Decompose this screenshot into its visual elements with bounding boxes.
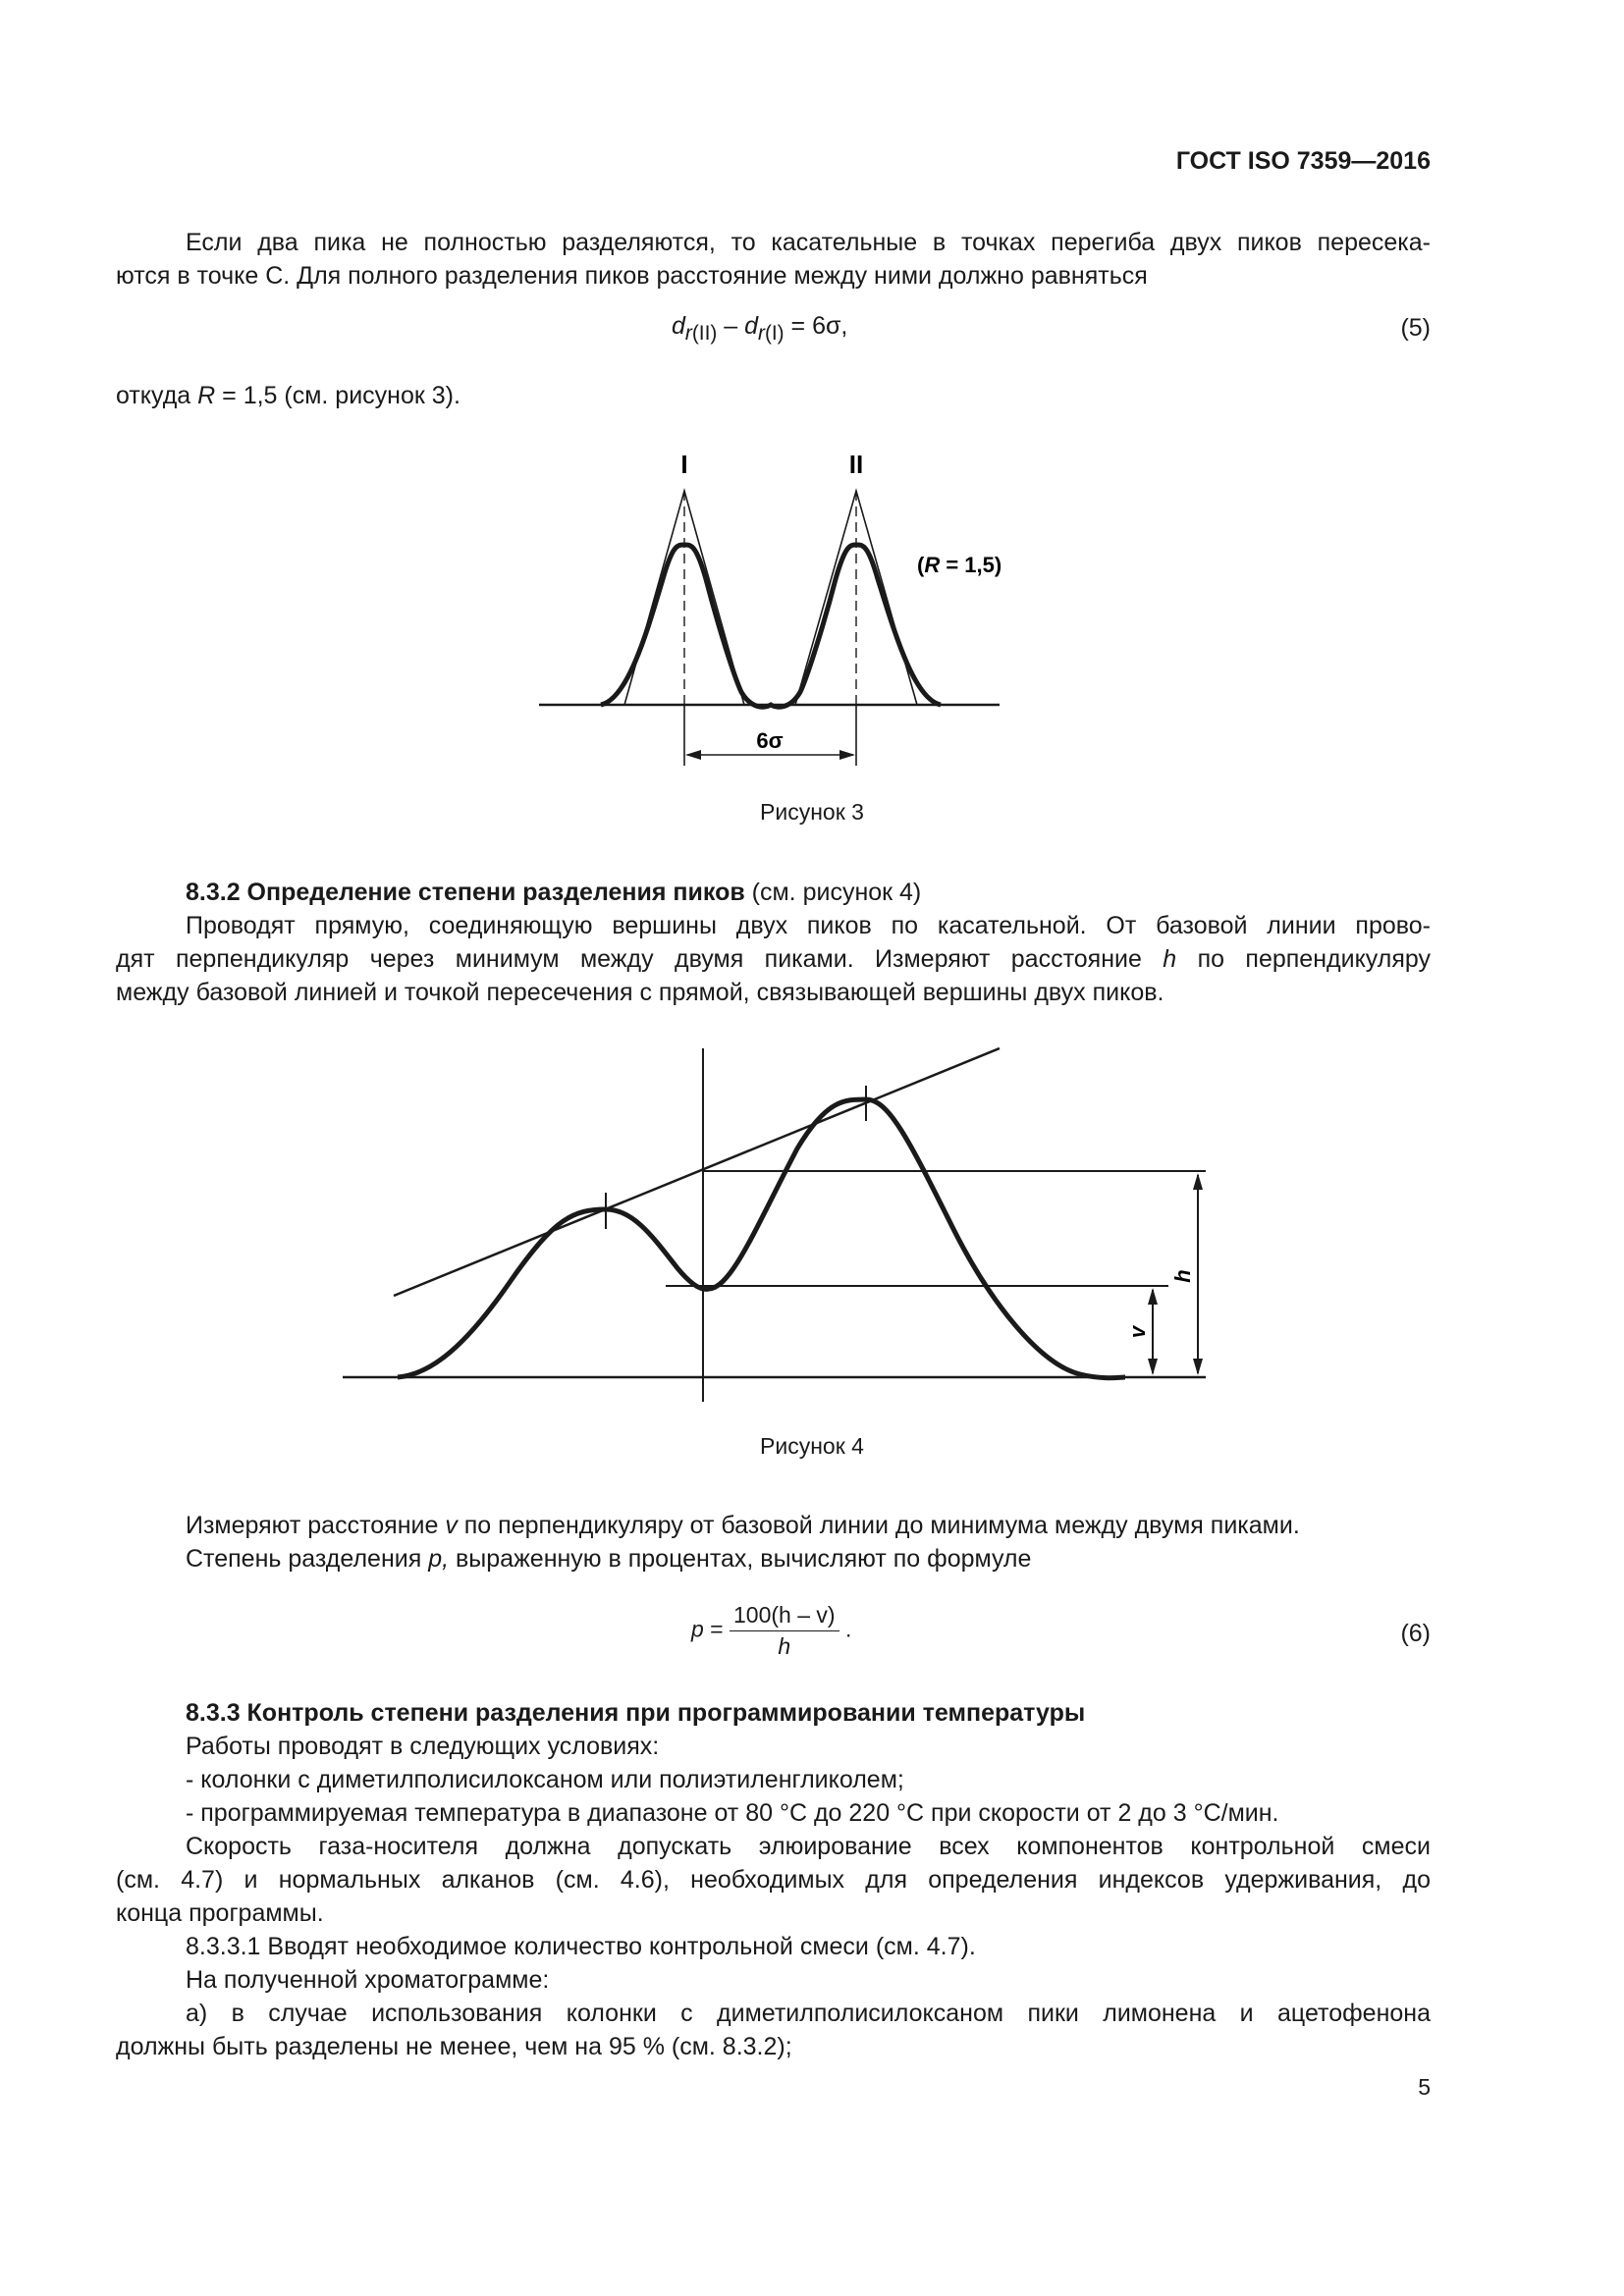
figure-3-caption: Рисунок 3 xyxy=(760,799,864,825)
paragraph-line: На полученной хроматограмме: xyxy=(186,1966,550,1994)
paragraph-line: Скорость газа-носителя должна допускать элюирование всех компонентов контрольной смеси xyxy=(186,1833,1431,1860)
page-number: 5 xyxy=(1418,2074,1431,2100)
paragraph-line: Измеряют расстояние v по перпендикуляру от базовой линии до минимума между двумя пиками. xyxy=(186,1512,1300,1539)
section-8-3-2-heading: 8.3.2 Определение степени разделения пиков (см. рисунок 4) xyxy=(186,879,922,906)
paragraph-line: Степень разделения p, выраженную в процентах, вычисляют по формуле xyxy=(186,1545,1032,1573)
paragraph-line: (см. 4.7) и нормальных алканов (см. 4.6), необходимых для определения индексов удерживания, до xyxy=(116,1866,1431,1894)
paragraph-line: должны быть разделены не менее, чем на 95 % (см. 8.3.2); xyxy=(116,2033,792,2060)
equation-number: (6) xyxy=(1400,1620,1431,1647)
resolution-label: (R = 1,5) xyxy=(917,553,1002,577)
paragraph-line: конца программы. xyxy=(116,1899,324,1927)
paragraph-line: ются в точке С. Для полного разделения пиков расстояние между ними должно равняться xyxy=(116,262,1148,290)
fraction: $\frac{100(h - v)}{h}$ xyxy=(730,1602,839,1660)
peak-label-2: II xyxy=(848,450,864,479)
list-item: - колонки с диметилполисилоксаном или полиэтиленгликолем; xyxy=(186,1766,904,1793)
paragraph-line: Если два пика не полностью разделяются, то касательные в точках перегиба двух пиков пересека- xyxy=(186,229,1431,256)
equation-6: p = $\frac{100(h - v)}{h}$ . xyxy=(691,1602,852,1659)
list-item: а) в случае использования колонки с диметилполисилоксаном пики лимонена и ацетофенона xyxy=(186,2000,1431,2027)
paragraph-line: дят перпендикуляр через минимум между двумя пиками. Измеряют расстояние h по перпендикуляру xyxy=(116,945,1431,973)
chromatogram-curve xyxy=(398,1099,1125,1378)
equation-number: (5) xyxy=(1400,314,1431,342)
peak-label-1: I xyxy=(680,450,688,479)
document-code: ГОСТ ISO 7359—2016 xyxy=(1175,147,1431,175)
section-8-3-3-heading: 8.3.3 Контроль степени разделения при программировании температуры xyxy=(186,1699,1086,1727)
list-item: - программируемая температура в диапазоне от 80 °С до 220 °С при скорости от 2 до 3 °С/мин. xyxy=(186,1799,1279,1827)
paragraph-line: 8.3.3.1 Вводят необходимое количество контрольной смеси (см. 4.7). xyxy=(186,1933,976,1960)
h-label: h xyxy=(1170,1269,1195,1283)
paragraph-line: Работы проводят в следующих условиях: xyxy=(186,1733,660,1760)
v-label: v xyxy=(1125,1325,1150,1339)
paragraph-line: Проводят прямую, соединяющую вершины двух пиков по касательной. От базовой линии прово- xyxy=(186,912,1431,939)
paragraph-line: откуда R = 1,5 (см. рисунок 3). xyxy=(116,382,460,409)
figure-4-caption: Рисунок 4 xyxy=(760,1433,864,1459)
paragraph-line: между базовой линией и точкой пересечения с прямой, связывающей вершины двух пиков. xyxy=(116,979,1164,1006)
equation-5: $d_{r(II)} - d_{r(I)} = 6\sigma$, xyxy=(672,312,848,345)
sigma-label: 6σ xyxy=(756,728,784,753)
